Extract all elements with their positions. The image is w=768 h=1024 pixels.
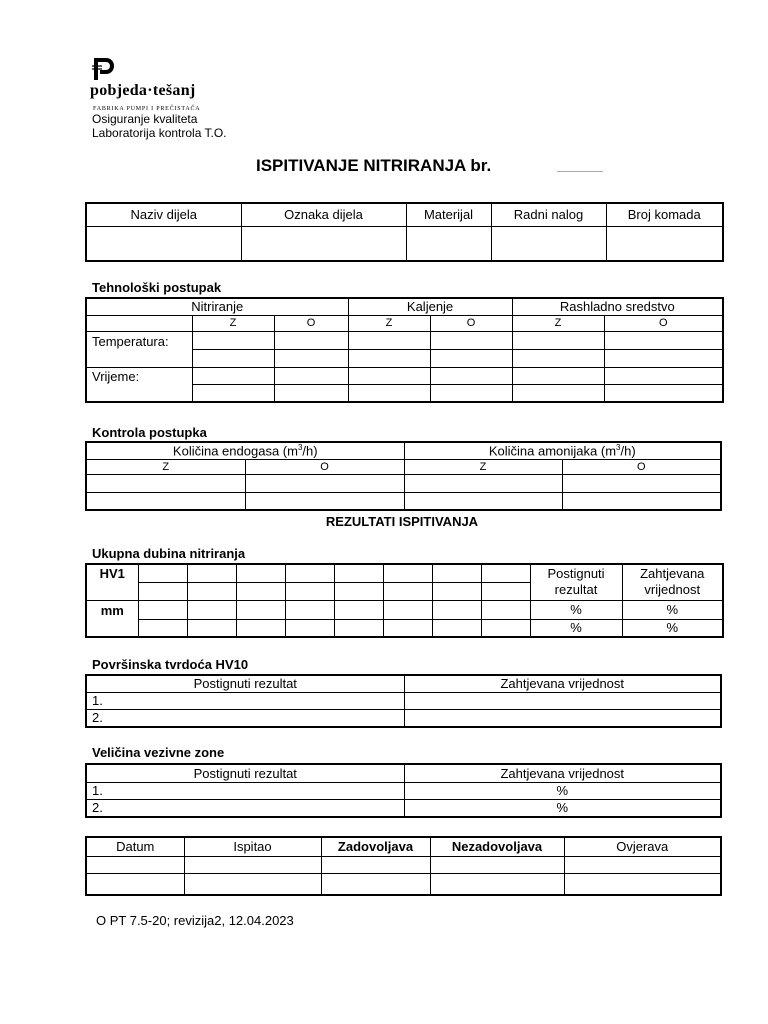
input-cell[interactable]	[321, 873, 430, 895]
input-cell[interactable]	[274, 331, 348, 349]
input-cell[interactable]	[383, 582, 432, 600]
input-cell[interactable]	[564, 856, 721, 873]
input-naziv[interactable]	[86, 226, 241, 261]
header-zadovoljava: Zadovoljava	[321, 837, 430, 856]
col-z: Z	[512, 315, 604, 331]
input-cell[interactable]	[187, 564, 236, 582]
input-cell[interactable]	[432, 600, 481, 619]
header-ispitao: Ispitao	[184, 837, 321, 856]
input-cell[interactable]	[481, 582, 530, 600]
input-cell[interactable]	[604, 349, 723, 367]
input-cell[interactable]	[348, 367, 430, 384]
header-radni-nalog: Radni nalog	[491, 203, 606, 226]
input-cell[interactable]	[383, 600, 432, 619]
input-cell[interactable]	[192, 331, 274, 349]
input-cell[interactable]	[236, 619, 285, 637]
col-z: Z	[192, 315, 274, 331]
company-logo	[90, 56, 240, 114]
col-z: Z	[348, 315, 430, 331]
row-1[interactable]: 1.	[86, 782, 404, 799]
header-naziv: Naziv dijela	[86, 203, 241, 226]
row-2[interactable]: 2.	[86, 799, 404, 817]
input-cell[interactable]	[348, 384, 430, 402]
header-postignuti: Postignuti rezultat	[530, 564, 622, 600]
header-zahtjevana: Zahtjevana vrijednost	[404, 764, 721, 782]
input-cell[interactable]	[404, 692, 721, 709]
input-cell[interactable]	[86, 474, 245, 492]
input-cell[interactable]	[430, 349, 512, 367]
company-line-2: Laboratorija kontrola T.O.	[92, 126, 227, 140]
input-cell[interactable]	[138, 600, 187, 619]
input-cell[interactable]	[86, 492, 245, 510]
header-amonijak: Količina amonijaka $(m^3/h)$	[404, 442, 721, 459]
tech-table	[85, 297, 724, 403]
input-cell[interactable]	[562, 492, 721, 510]
header-ovjerava: Ovjerava	[564, 837, 721, 856]
pct-cell[interactable]: %	[404, 782, 721, 799]
pct-cell[interactable]: %	[622, 600, 723, 619]
parts-table	[85, 202, 724, 262]
col-z: Z	[86, 459, 245, 474]
input-cell[interactable]	[404, 709, 721, 727]
results-title: REZULTATI ISPITIVANJA	[325, 514, 479, 529]
hardness-table	[85, 674, 722, 728]
input-cell[interactable]	[187, 600, 236, 619]
col-o: O	[245, 459, 404, 474]
col-o: O	[562, 459, 721, 474]
depth-section-title: Ukupna dubina nitriranja	[92, 546, 246, 561]
input-cell[interactable]	[604, 367, 723, 384]
row-label-temperatura: Temperatura:	[86, 331, 192, 367]
input-cell[interactable]	[430, 331, 512, 349]
input-cell[interactable]	[192, 384, 274, 402]
input-cell[interactable]	[432, 564, 481, 582]
input-cell[interactable]	[564, 873, 721, 895]
input-cell[interactable]	[236, 600, 285, 619]
pct-cell[interactable]: %	[404, 799, 721, 817]
input-cell[interactable]	[404, 474, 562, 492]
input-cell[interactable]	[184, 873, 321, 895]
input-cell[interactable]	[86, 873, 184, 895]
input-cell[interactable]	[604, 331, 723, 349]
header-broj-komada: Broj komada	[606, 203, 723, 226]
pct-cell[interactable]: %	[530, 600, 622, 619]
input-cell[interactable]	[432, 582, 481, 600]
header-oznaka: Oznaka dijela	[241, 203, 406, 226]
input-cell[interactable]	[383, 564, 432, 582]
company-line-1: Osiguranje kvaliteta	[92, 112, 198, 126]
input-cell[interactable]	[430, 856, 564, 873]
input-cell[interactable]	[481, 619, 530, 637]
document-footer: O PT 7.5-20; revizija2, 12.04.2023	[96, 913, 294, 928]
input-cell[interactable]	[430, 873, 564, 895]
header-postignuti: Postignuti rezultat	[86, 675, 404, 692]
tech-section-title: Tehnološki postupak	[92, 280, 222, 295]
input-cell[interactable]	[138, 619, 187, 637]
hardness-section-title: Površinska tvrdoća HV10	[92, 657, 249, 672]
input-cell[interactable]	[86, 856, 184, 873]
zone-section-title: Veličina vezivne zone	[92, 745, 225, 760]
input-cell[interactable]	[187, 582, 236, 600]
control-table	[85, 441, 722, 511]
input-cell[interactable]	[285, 600, 334, 619]
input-cell[interactable]	[334, 619, 383, 637]
title-text: ISPITIVANJE NITRIRANJA br.	[256, 156, 492, 175]
row-label-vrijeme: Vrijeme:	[86, 367, 192, 402]
input-cell[interactable]	[334, 582, 383, 600]
row-2[interactable]: 2.	[86, 709, 404, 727]
input-cell[interactable]	[512, 367, 604, 384]
input-cell[interactable]	[334, 564, 383, 582]
input-cell[interactable]	[138, 564, 187, 582]
input-cell[interactable]	[512, 349, 604, 367]
input-cell[interactable]	[604, 384, 723, 402]
header-postignuti: Postignuti rezultat	[86, 764, 404, 782]
input-cell[interactable]	[192, 349, 274, 367]
input-cell[interactable]	[481, 600, 530, 619]
pobjeda-logo-icon	[92, 56, 132, 82]
header-zahtjevana: Zahtjevana vrijednost	[622, 564, 723, 600]
input-cell[interactable]	[245, 474, 404, 492]
input-cell[interactable]	[562, 474, 721, 492]
input-cell[interactable]	[321, 856, 430, 873]
input-cell[interactable]	[138, 582, 187, 600]
pct-cell[interactable]: %	[530, 619, 622, 637]
number-field[interactable]	[557, 171, 603, 172]
zone-table	[85, 763, 722, 818]
input-cell[interactable]	[481, 564, 530, 582]
pct-cell[interactable]: %	[622, 619, 723, 637]
input-cell[interactable]	[383, 619, 432, 637]
input-cell[interactable]	[348, 331, 430, 349]
hv1-label: HV1	[86, 564, 138, 600]
company-info	[92, 112, 227, 140]
header-endogas: Količina endogasa $(m^3/h)$	[86, 442, 404, 459]
input-cell[interactable]	[432, 619, 481, 637]
input-cell[interactable]	[184, 856, 321, 873]
logo-subtitle: FABRIKA PUMPI I PREČISTAČA	[93, 106, 201, 112]
header-zahtjevana: Zahtjevana vrijednost	[404, 675, 721, 692]
control-section-title: Kontrola postupka	[92, 425, 207, 440]
input-cell[interactable]	[187, 619, 236, 637]
group-nitriranje: Nitriranje	[86, 298, 348, 315]
row-1[interactable]: 1.	[86, 692, 404, 709]
input-cell[interactable]	[236, 564, 285, 582]
input-cell[interactable]	[285, 582, 334, 600]
input-broj-komada[interactable]	[606, 226, 723, 261]
header-datum: Datum	[86, 837, 184, 856]
depth-table	[85, 563, 724, 638]
input-cell[interactable]	[512, 331, 604, 349]
input-cell[interactable]	[192, 367, 274, 384]
input-cell[interactable]	[274, 349, 348, 367]
col-o: O	[430, 315, 512, 331]
col-z: Z	[404, 459, 562, 474]
logo-wordmark: pobjeda·tešanj	[90, 82, 196, 99]
signoff-table	[85, 836, 722, 896]
input-cell[interactable]	[245, 492, 404, 510]
col-o: O	[604, 315, 723, 331]
input-oznaka[interactable]	[241, 226, 406, 261]
mm-label: mm	[86, 600, 138, 637]
input-cell[interactable]	[430, 367, 512, 384]
input-cell[interactable]	[274, 367, 348, 384]
input-cell[interactable]	[236, 582, 285, 600]
header-materijal: Materijal	[406, 203, 491, 226]
input-cell[interactable]	[334, 600, 383, 619]
input-cell[interactable]	[285, 564, 334, 582]
col-o: O	[274, 315, 348, 331]
input-cell[interactable]	[512, 384, 604, 402]
input-cell[interactable]	[285, 619, 334, 637]
header-nezadovoljava: Nezadovoljava	[430, 837, 564, 856]
group-rashladno: Rashladno sredstvo	[512, 298, 723, 315]
input-cell[interactable]	[404, 492, 562, 510]
input-cell[interactable]	[430, 384, 512, 402]
input-cell[interactable]	[274, 384, 348, 402]
group-kaljenje: Kaljenje	[348, 298, 512, 315]
input-materijal[interactable]	[406, 226, 491, 261]
input-radni-nalog[interactable]	[491, 226, 606, 261]
input-cell[interactable]	[348, 349, 430, 367]
